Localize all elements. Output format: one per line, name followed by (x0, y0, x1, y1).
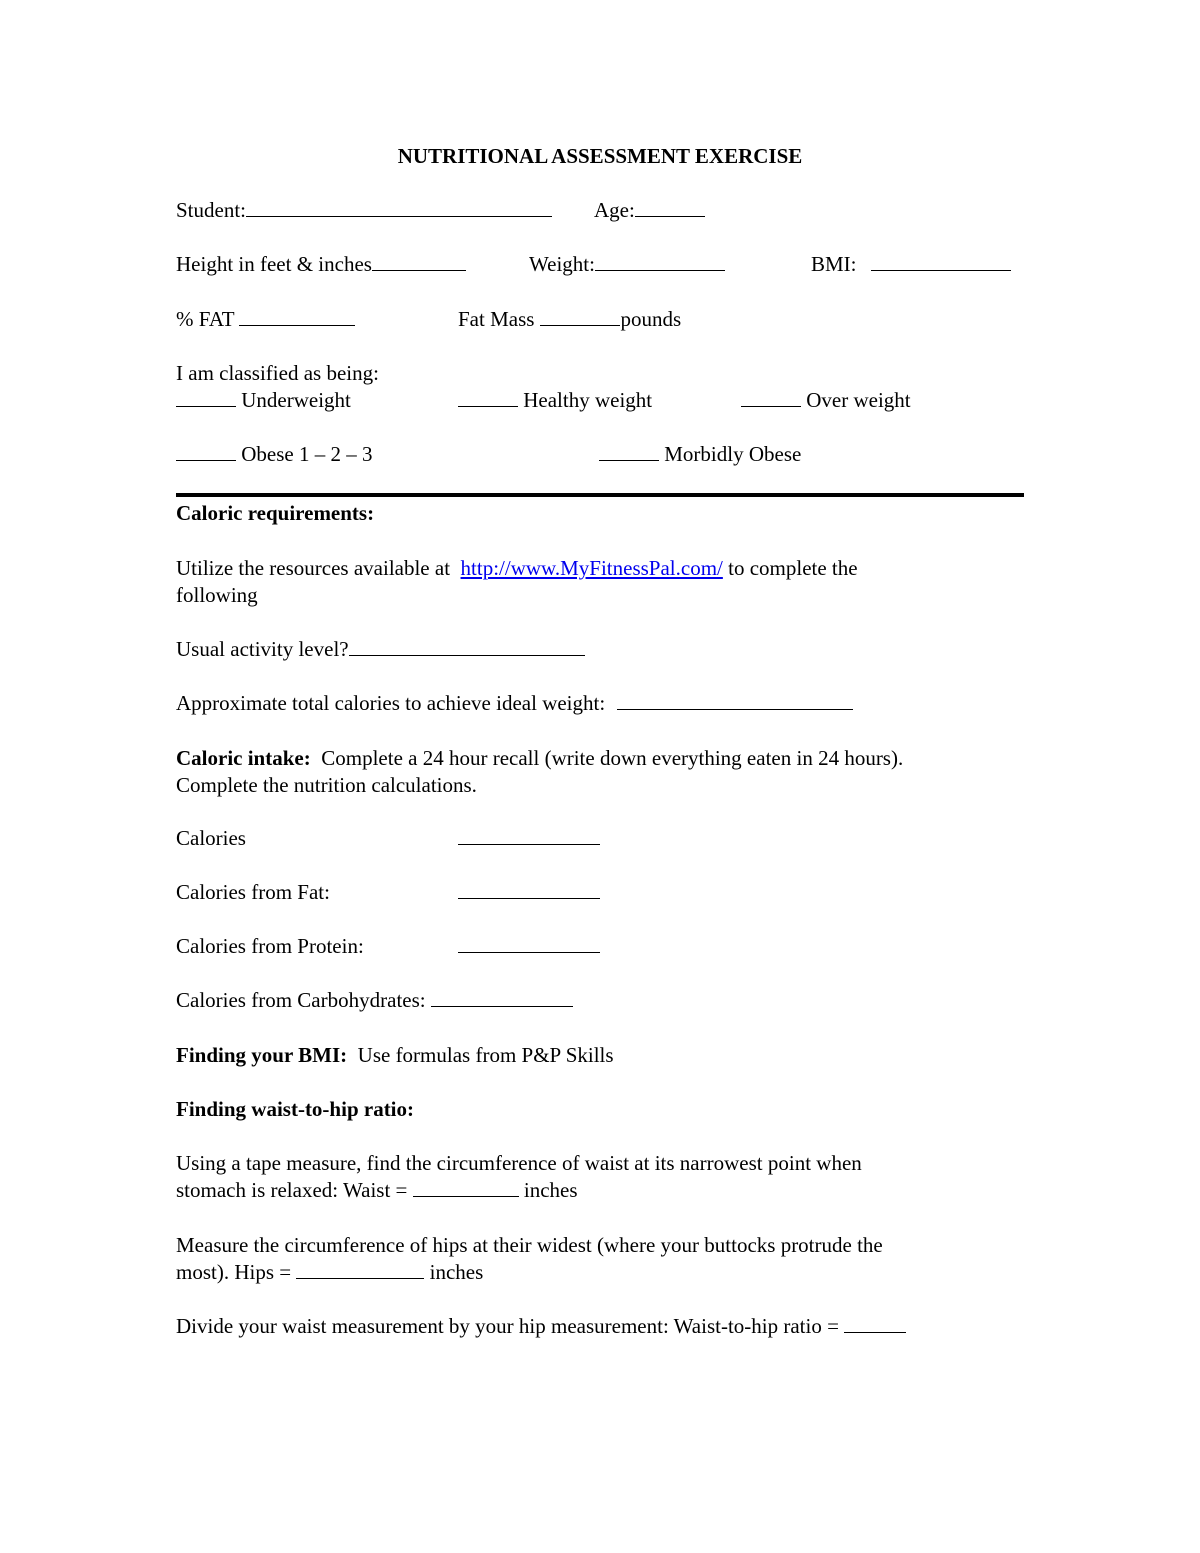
following-text: following (176, 583, 258, 607)
myfitnesspal-link[interactable]: http://www.MyFitnessPal.com/ (460, 556, 723, 580)
approx-calories-label: Approximate total calories to achieve ideal weight: (176, 691, 606, 715)
utilize-line (176, 555, 858, 582)
underweight-option (176, 387, 351, 414)
bmi-blank[interactable] (871, 252, 1011, 271)
pct-fat-blank[interactable] (239, 307, 355, 326)
healthy-option (458, 387, 652, 414)
fat-mass-blank[interactable] (540, 307, 620, 326)
bmi-label: BMI: (811, 252, 857, 276)
height-field (176, 251, 466, 278)
activity-field (176, 636, 585, 663)
student-blank[interactable] (246, 198, 552, 217)
hips-blank[interactable] (296, 1260, 424, 1279)
approx-calories-field (176, 690, 853, 717)
calories-fat-blank[interactable] (458, 880, 600, 899)
section-divider (176, 493, 1024, 497)
calories-protein-blank[interactable] (458, 934, 600, 953)
utilize-text: Utilize the resources available at (176, 556, 451, 580)
caloric-requirements-heading: Caloric requirements: (176, 501, 375, 525)
ratio-field (176, 1313, 906, 1340)
calories-blank[interactable] (458, 826, 600, 845)
calories-field (458, 825, 600, 852)
bmi-section-text: Use formulas from P&P Skills (357, 1043, 614, 1067)
calories-protein-label: Calories from Protein: (176, 934, 364, 958)
age-blank[interactable] (635, 198, 705, 217)
hips-label: most). Hips = (176, 1260, 292, 1284)
pounds-label: pounds (620, 307, 682, 331)
calories-protein-field (458, 933, 600, 960)
underweight-label: Underweight (241, 388, 351, 412)
calories-fat-label: Calories from Fat: (176, 880, 330, 904)
ratio-blank[interactable] (844, 1314, 906, 1333)
student-label: Student: (176, 198, 247, 222)
obese-option (176, 441, 372, 468)
morbid-blank[interactable] (599, 442, 659, 461)
classification-prompt: I am classified as being: (176, 361, 379, 385)
ratio-label: Divide your waist measurement by your hip measurement: Waist-to-hip ratio = (176, 1314, 839, 1338)
age-field (594, 197, 705, 224)
activity-label: Usual activity level? (176, 637, 349, 661)
weight-field (529, 251, 725, 278)
weight-blank[interactable] (595, 252, 725, 271)
height-blank[interactable] (372, 252, 466, 271)
pct-fat-label: % FAT (176, 307, 235, 331)
obese-label: Obese 1 – 2 – 3 (241, 442, 373, 466)
height-label: Height in feet & inches (176, 252, 372, 276)
weight-label: Weight: (529, 252, 595, 276)
waist-label: stomach is relaxed: Waist = (176, 1178, 408, 1202)
healthy-label: Healthy weight (523, 388, 653, 412)
bmi-section-line (176, 1042, 614, 1069)
morbid-option (599, 441, 801, 468)
waist-field (176, 1177, 578, 1204)
activity-blank[interactable] (349, 637, 585, 656)
document-title: NUTRITIONAL ASSESSMENT EXERCISE (397, 144, 803, 168)
age-label: Age: (594, 198, 635, 222)
approx-calories-blank[interactable] (617, 691, 853, 710)
whr-heading: Finding waist-to-hip ratio: (176, 1097, 415, 1121)
hips-units: inches (429, 1260, 484, 1284)
calories-carbs-field (176, 987, 573, 1014)
underweight-blank[interactable] (176, 388, 236, 407)
healthy-blank[interactable] (458, 388, 518, 407)
caloric-intake-line (176, 745, 903, 772)
overweight-label: Over weight (806, 388, 911, 412)
overweight-option (741, 387, 911, 414)
overweight-blank[interactable] (741, 388, 801, 407)
calories-fat-field (458, 879, 600, 906)
bmi-field (811, 251, 1011, 278)
utilize-after-text: to complete the (728, 556, 858, 580)
calories-label: Calories (176, 826, 246, 850)
fat-mass-label: Fat Mass (458, 307, 535, 331)
calories-carbs-label: Calories from Carbohydrates: (176, 988, 426, 1012)
obese-blank[interactable] (176, 442, 236, 461)
waist-blank[interactable] (413, 1178, 519, 1197)
fat-mass-field (458, 306, 681, 333)
hips-text-1: Measure the circumference of hips at their widest (where your buttocks protrude the (176, 1233, 883, 1257)
nutrition-calc-text: Complete the nutrition calculations. (176, 773, 477, 797)
caloric-intake-heading: Caloric intake: (176, 746, 311, 770)
waist-text-1: Using a tape measure, find the circumference of waist at its narrowest point when (176, 1151, 862, 1175)
caloric-intake-text: Complete a 24 hour recall (write down everything eaten in 24 hours). (321, 746, 904, 770)
morbid-label: Morbidly Obese (664, 442, 802, 466)
student-field (176, 197, 552, 224)
bmi-section-heading: Finding your BMI: (176, 1043, 348, 1067)
calories-carbs-blank[interactable] (431, 988, 573, 1007)
hips-field (176, 1259, 483, 1286)
pct-fat-field (176, 306, 355, 333)
waist-units: inches (523, 1178, 578, 1202)
